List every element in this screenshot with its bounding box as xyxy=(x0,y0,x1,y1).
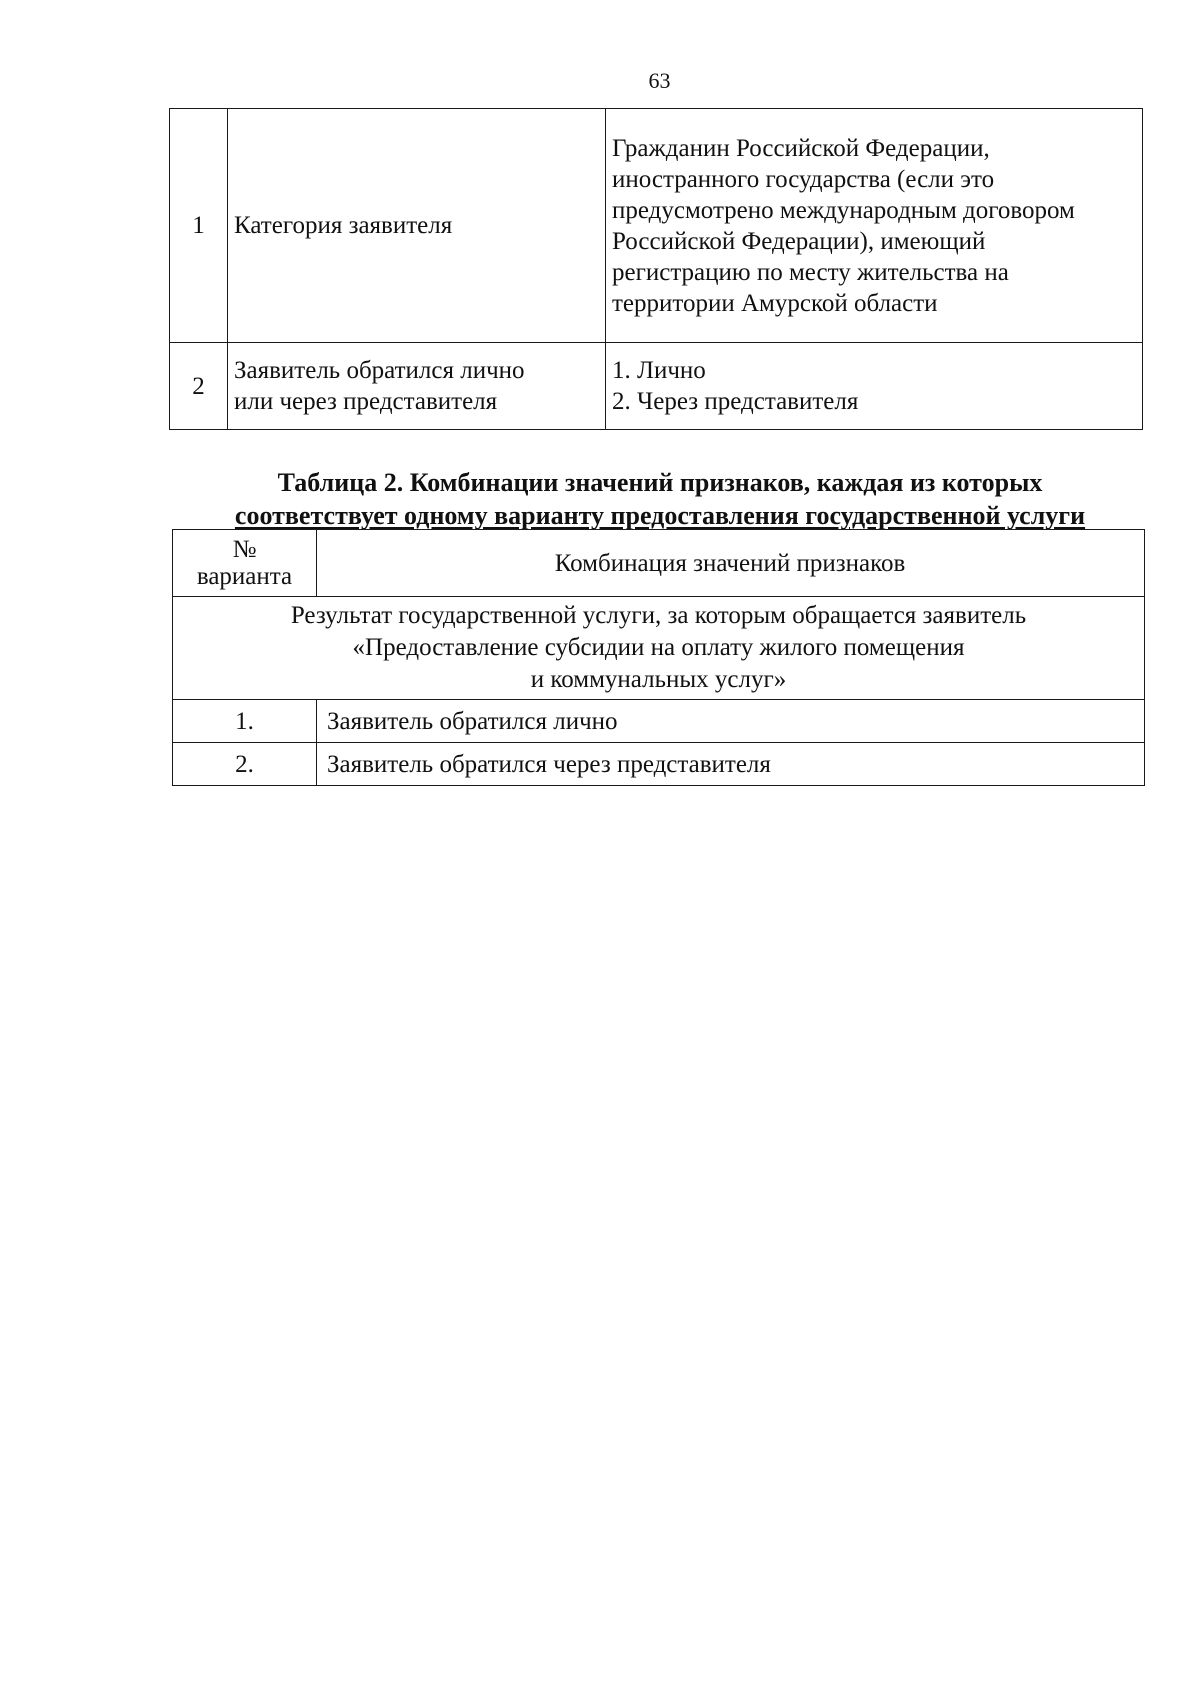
value-line: территории Амурской области xyxy=(612,289,938,317)
variant-combination: Заявитель обратился лично xyxy=(317,700,1145,743)
criterion-value xyxy=(606,343,1143,430)
value-line: 1. Лично xyxy=(612,357,706,384)
name-line: или через представителя xyxy=(234,388,498,415)
table2-title xyxy=(160,466,1160,532)
value-line: Гражданин Российской Федерации, xyxy=(612,134,990,162)
variants-table xyxy=(172,529,1145,786)
table-header xyxy=(173,530,1145,597)
header-line: варианта xyxy=(196,563,293,590)
column-header-combination: Комбинация значений признаков xyxy=(317,530,1145,597)
group-line: Результат государственной услуги, за которым обращается заявитель xyxy=(290,602,1027,629)
variant-number: 1. xyxy=(173,700,317,743)
value-line: Российской Федерации), имеющий xyxy=(612,227,986,255)
value-line: 2. Через представителя xyxy=(612,388,859,415)
title-line: Таблица 2. Комбинации значений признаков, каждая из которых xyxy=(277,468,1043,497)
value-line: предусмотрено международным договором xyxy=(612,196,1075,224)
group-caption xyxy=(173,597,1145,700)
criteria-table xyxy=(169,108,1143,430)
table-row xyxy=(173,743,1145,786)
table-row xyxy=(170,109,1143,343)
name-line: Заявитель обратился лично xyxy=(234,357,525,384)
criterion-value xyxy=(606,109,1143,343)
variant-number: 2. xyxy=(173,743,317,786)
row-number: 1 xyxy=(170,109,228,343)
value-line: иностранного государства (если это xyxy=(612,165,995,193)
row-number: 2 xyxy=(170,343,228,430)
group-line: «Предоставление субсидии на оплату жилого помещения xyxy=(352,634,965,661)
group-row xyxy=(173,597,1145,700)
criterion-name: Категория заявителя xyxy=(228,109,606,343)
column-header-number xyxy=(173,530,317,597)
table-row xyxy=(170,343,1143,430)
value-line: регистрацию по месту жительства на xyxy=(612,258,1009,286)
header-line: № xyxy=(232,536,257,563)
title-line: соответствует одному варианту предоставления государственной услуги xyxy=(234,501,1086,530)
variant-combination: Заявитель обратился через представителя xyxy=(317,743,1145,786)
group-line: и коммунальных услуг» xyxy=(530,666,787,693)
criterion-name xyxy=(228,343,606,430)
page-number: 63 xyxy=(648,68,671,93)
table-row xyxy=(173,700,1145,743)
